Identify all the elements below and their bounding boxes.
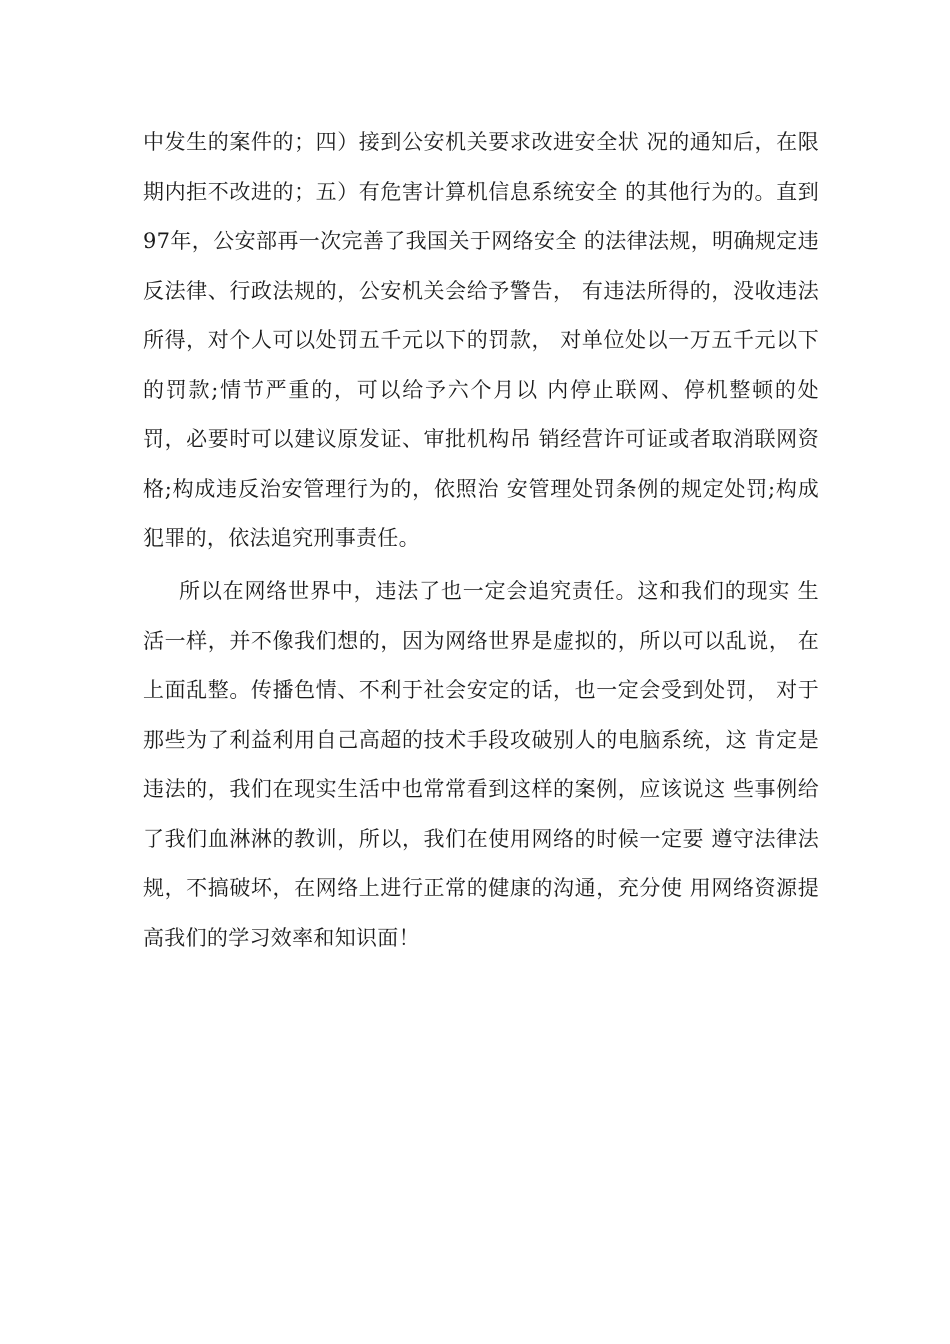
text-line: 违法的，我们在现实生活中也常常看到这样的案例，应该说这 些事例给 (143, 777, 819, 801)
text-line: 格;构成违反治安管理行为的，依照治 安管理处罚条例的规定处罚;构成 (143, 476, 819, 501)
text-line: 中发生的案件的；四）接到公安机关要求改进安全状 况的通知后，在限 (143, 130, 819, 154)
text-line: 了我们血淋淋的教训，所以，我们在使用网络的时候一定要 遵守法律法 (143, 826, 819, 851)
text-line: 所以在网络世界中，违法了也一定会追究责任。这和我们的现实 生 (179, 579, 819, 603)
text-line: 的罚款;情节严重的，可以给予六个月以 内停止联网、停机整顿的处 (143, 377, 819, 402)
text-line: 规，不搞破坏，在网络上进行正常的健康的沟通，充分使 用网络资源提 (143, 876, 819, 900)
text-line: 活一样，并不像我们想的，因为网络世界是虚拟的，所以可以乱说， 在 (143, 628, 819, 653)
paragraph-penalties (143, 118, 819, 564)
text-line: 那些为了利益利用自己高超的技术手段攻破别人的电脑系统，这 肯定是 (143, 727, 819, 752)
text-line: 高我们的学习效率和知识面！ (143, 925, 420, 950)
text-line: 所得，对个人可以处罚五千元以下的罚款， 对单位处以一万五千元以下 (143, 328, 819, 352)
text-line: 上面乱整。传播色情、不利于社会安定的话，也一定会受到处罚， 对于 (143, 678, 819, 702)
text-line: 犯罪的，依法追究刑事责任。 (143, 526, 420, 550)
paragraph-conclusion (143, 567, 819, 963)
text-line: 期内拒不改进的；五）有危害计算机信息系统安全 的其他行为的。直到 (143, 179, 819, 204)
text-line: 97年，公安部再一次完善了我国关于网络安全 的法律法规，明确规定违 (143, 229, 819, 253)
text-line: 反法律、行政法规的，公安机关会给予警告， 有违法所得的，没收违法 (143, 278, 819, 303)
text-line: 罚，必要时可以建议原发证、审批机构吊 销经营许可证或者取消联网资 (143, 427, 819, 451)
